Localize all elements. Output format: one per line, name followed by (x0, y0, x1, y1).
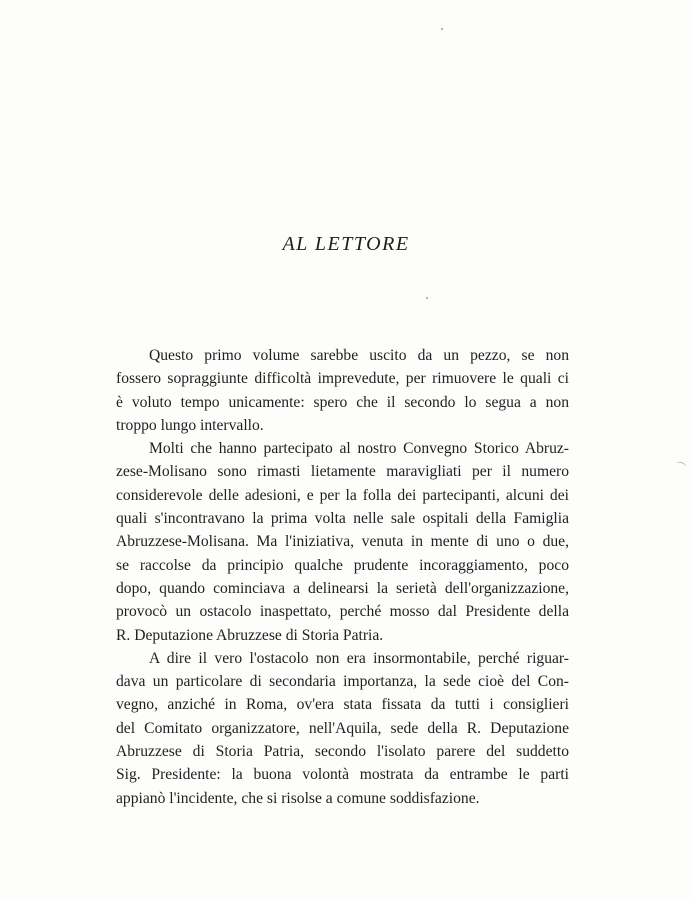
text-line: dopo, quando cominciava a delinearsi la serietà dell'organizzazione, (116, 579, 569, 597)
text-line: R. Deputazione Abruzzese di Storia Patria. (116, 626, 384, 644)
paragraph-2 (116, 437, 569, 647)
scan-speck (426, 297, 428, 299)
text-line: zese-Molisano sono rimasti lietamente maravigliati per il numero (116, 463, 569, 481)
text-line: considerevole delle adesioni, e per la folla dei partecipanti, alcuni dei (116, 486, 569, 504)
text-line: Abruzzese-Molisana. Ma l'iniziativa, venuta in mente di uno o due, (116, 533, 569, 551)
text-line: fossero sopraggiunte difficoltà imprevedute, per rimuovere le quali ci (116, 370, 569, 388)
text-line: quali s'incontravano la prima volta nelle sale ospitali della Famiglia (116, 510, 569, 528)
text-line: vegno, anziché in Roma, ov'era stata fissata da tutti i consiglieri (116, 696, 569, 714)
text-line: A dire il vero l'ostacolo non era insormontabile, perché riguar- (149, 649, 569, 667)
paragraph-1 (116, 344, 569, 437)
text-line: è voluto tempo unicamente: spero che il secondo lo segua a non (116, 393, 569, 411)
text-line: appianò l'incidente, che si risolse a comune soddisfazione. (116, 789, 480, 807)
page-title: AL LETTORE (282, 233, 410, 255)
text-line: Questo primo volume sarebbe uscito da un pezzo, se non (149, 347, 569, 364)
scan-speck (441, 28, 443, 30)
paragraph-3 (116, 647, 569, 810)
body-text (116, 344, 569, 810)
text-line: Sig. Presidente: la buona volontà mostrata da entrambe le parti (116, 766, 569, 784)
text-line: provocò un ostacolo inaspettato, perché mosso dal Presidente della (116, 603, 569, 621)
text-line: se raccolse da principio qualche prudente incoraggiamento, poco (116, 556, 569, 574)
margin-mark (675, 461, 687, 471)
text-line: dava un particolare di secondaria importanza, la sede cioè del Con- (116, 673, 569, 691)
text-line: del Comitato organizzatore, nell'Aquila, sede della R. Deputazione (116, 719, 569, 737)
text-line: troppo lungo intervallo. (116, 416, 264, 434)
text-line: Abruzzese di Storia Patria, secondo l'isolato parere del suddetto (116, 743, 569, 761)
text-line: Molti che hanno partecipato al nostro Convegno Storico Abruz- (149, 440, 569, 458)
